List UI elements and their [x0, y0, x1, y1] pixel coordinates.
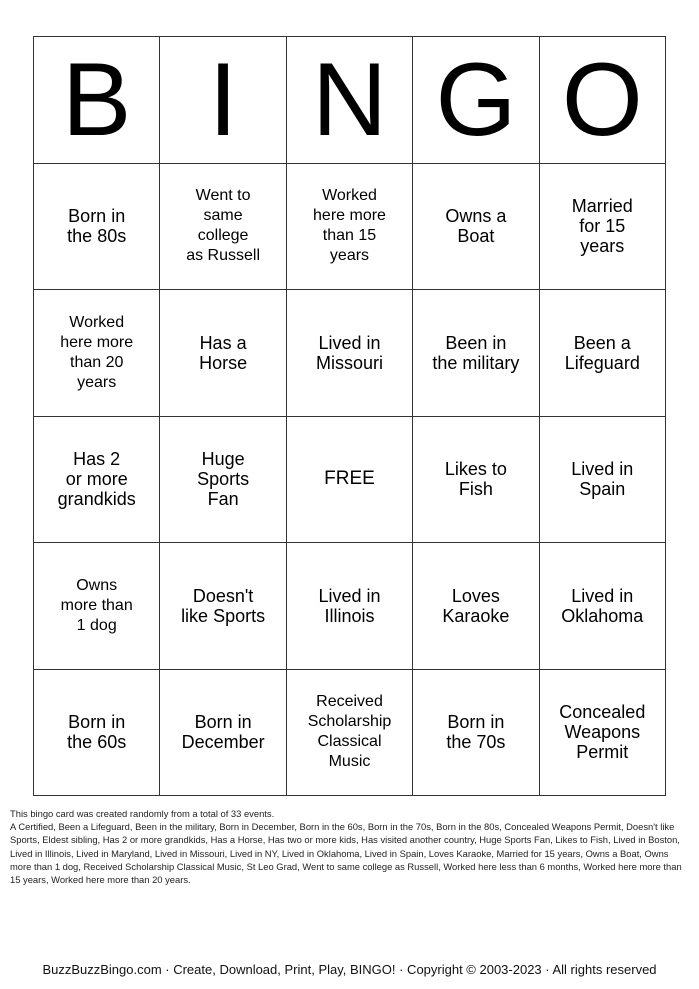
bingo-square: Been in the military: [413, 290, 539, 417]
bingo-square: Lived in Spain: [540, 417, 666, 544]
bingo-square: Born in the 80s: [34, 164, 160, 291]
header-letter-i: I: [160, 37, 286, 164]
header-letter-g: G: [413, 37, 539, 164]
bingo-square: Doesn't like Sports: [160, 543, 286, 670]
bingo-square: Has a Horse: [160, 290, 286, 417]
bingo-square: Received Scholarship Classical Music: [287, 670, 413, 797]
bingo-square: Born in the 70s: [413, 670, 539, 797]
bingo-square: Lived in Oklahoma: [540, 543, 666, 670]
description-events: A Certified, Been a Lifeguard, Been in the military, Born in December, Born in the 60s, Born in the 70s, Born in the 80s, Concealed Weapons Permit, Doesn't like Sports, Eldest sibling, Has 2 or more grandkids, Has a Horse, Has two or more kids, Has visited another country, Huge Sports Fan, Likes to Fish, Lived in Boston, Lived in Illinois, Lived in Maryland, Lived in Missouri, Lived in NY, Lived in Oklahoma, Lived in Spain, Loves Karaoke, Married for 15 years, Owns a Boat, Owns more than 1 dog, Received Scholarship Classical Music, St Leo Grad, Went to same college as Russell, Worked here less than 6 months, Worked here more than 15 years, Worked here more than 20 years.: [10, 821, 682, 886]
header-letter-n: N: [287, 37, 413, 164]
bingo-square: Born in the 60s: [34, 670, 160, 797]
bingo-square: Likes to Fish: [413, 417, 539, 544]
bingo-square: Been a Lifeguard: [540, 290, 666, 417]
header-letter-b: B: [34, 37, 160, 164]
bingo-square: Lived in Missouri: [287, 290, 413, 417]
header-letter-o: O: [540, 37, 666, 164]
description-intro: This bingo card was created randomly from a total of 33 events.: [10, 808, 275, 819]
card-description: [10, 807, 690, 886]
bingo-square: Concealed Weapons Permit: [540, 670, 666, 797]
bingo-square: Worked here more than 15 years: [287, 164, 413, 291]
footer-copyright: BuzzBuzzBingo.com · Create, Download, Print, Play, BINGO! · Copyright © 2003-2023 · All rights reserved: [42, 962, 657, 977]
bingo-square: Owns more than 1 dog: [34, 543, 160, 670]
bingo-square: Went to same college as Russell: [160, 164, 286, 291]
free-square: FREE: [287, 417, 413, 544]
bingo-square: Married for 15 years: [540, 164, 666, 291]
bingo-square: Has 2 or more grandkids: [34, 417, 160, 544]
bingo-square: Huge Sports Fan: [160, 417, 286, 544]
bingo-card: [33, 36, 666, 796]
bingo-square: Loves Karaoke: [413, 543, 539, 670]
bingo-square: Owns a Boat: [413, 164, 539, 291]
bingo-square: Lived in Illinois: [287, 543, 413, 670]
bingo-square: Worked here more than 20 years: [34, 290, 160, 417]
bingo-square: Born in December: [160, 670, 286, 797]
